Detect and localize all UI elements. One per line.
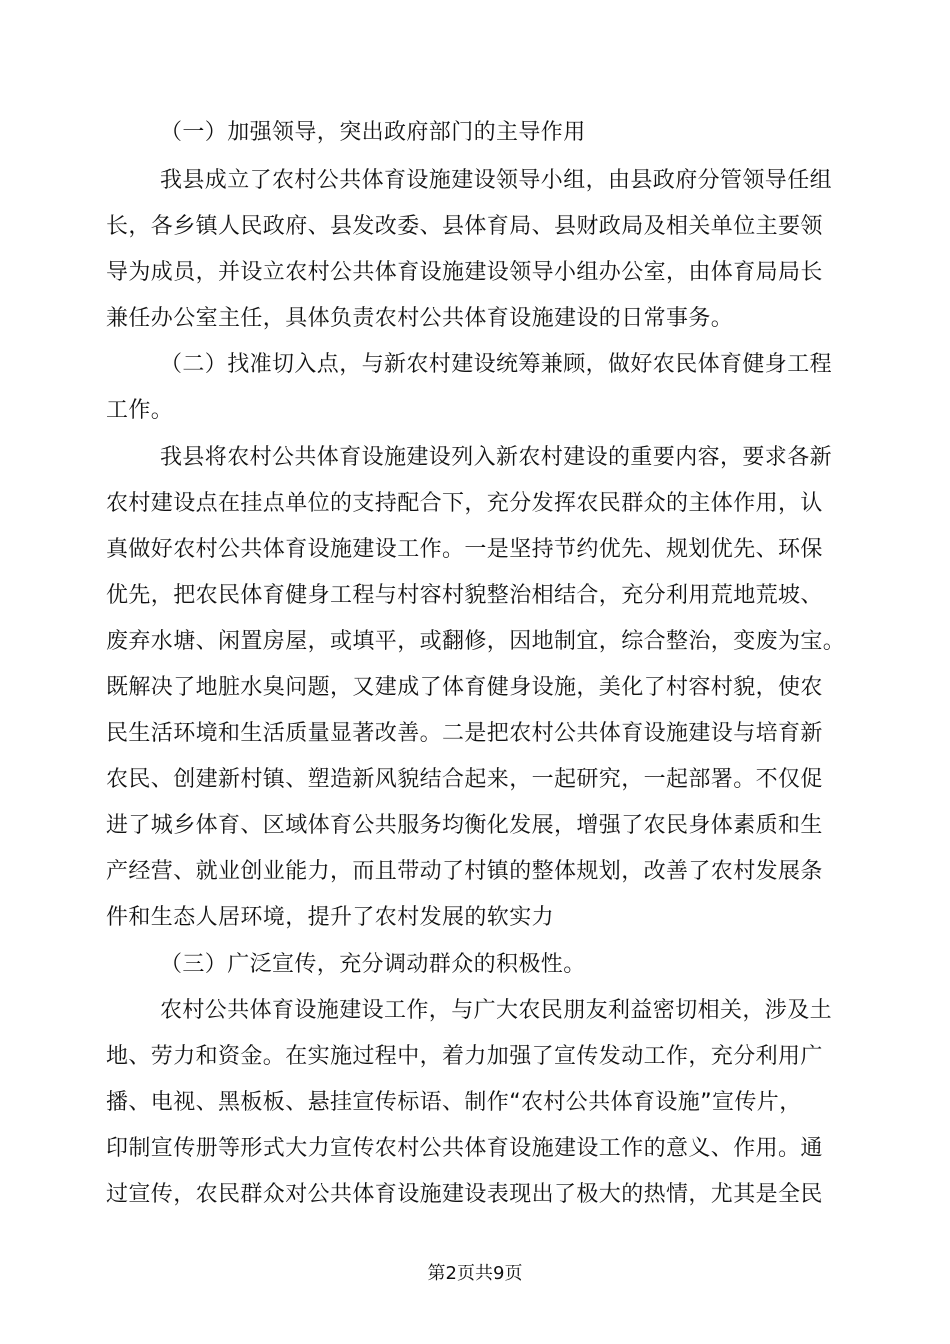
paragraph-line: 农村公共体育设施建设工作，与广大农民朋友利益密切相关，涉及土 — [160, 998, 833, 1023]
paragraph-line: 件和生态人居环境，提升了农村发展的软实力 — [106, 905, 555, 930]
page-number-footer: 第2页共9页 — [427, 1263, 523, 1284]
paragraph-line: 进了城乡体育、区域体育公共服务均衡化发展，增强了农民身体素质和生 — [106, 813, 823, 838]
paragraph-line: 产经营、就业创业能力，而且带动了村镇的整体规划，改善了农村发展条 — [106, 859, 823, 884]
paragraph-line: 农村建设点在挂点单位的支持配合下，充分发挥农民群众的主体作用，认 — [106, 491, 823, 516]
paragraph-line: 既解决了地脏水臭问题，又建成了体育健身设施，美化了村容村貌，使农 — [106, 675, 823, 700]
heading-2: （二）找准切入点，与新农村建设统筹兼顾，做好农民体育健身工程 — [160, 352, 833, 377]
paragraph-line: 废弃水塘、闲置房屋，或填平，或翻修，因地制宜，综合整治，变废为宝。 — [106, 629, 846, 654]
paragraph-line: 长，各乡镇人民政府、县发改委、县体育局、县财政局及相关单位主要领 — [106, 214, 823, 239]
paragraph-line: 优先，把农民体育健身工程与村容村貌整治相结合，充分利用荒地荒坡、 — [106, 583, 823, 608]
paragraph-line: 兼任办公室主任，具体负责农村公共体育设施建设的日常事务。 — [106, 306, 734, 331]
paragraph-line: 真做好农村公共体育设施建设工作。一是坚持节约优先、规划优先、环保 — [106, 537, 823, 562]
paragraph-line: 过宣传，农民群众对公共体育设施建设表现出了极大的热情，尤其是全民 — [106, 1182, 823, 1207]
paragraph-line: 我县将农村公共体育设施建设列入新农村建设的重要内容，要求各新 — [160, 445, 833, 470]
heading-1: （一）加强领导，突出政府部门的主导作用 — [160, 120, 586, 145]
paragraph-line: 我县成立了农村公共体育设施建设领导小组，由县政府分管领导任组 — [160, 168, 833, 193]
heading-2-continued: 工作。 — [106, 398, 174, 423]
paragraph-line: 农民、创建新村镇、塑造新风貌结合起来，一起研究，一起部署。不仅促 — [106, 767, 823, 792]
heading-3: （三）广泛宣传，充分调动群众的积极性。 — [160, 952, 586, 977]
paragraph-line: 地、劳力和资金。在实施过程中，着力加强了宣传发动工作，充分利用广 — [106, 1044, 823, 1069]
paragraph-line: 民生活环境和生活质量显著改善。二是把农村公共体育设施建设与培育新 — [106, 721, 823, 746]
paragraph-line: 印制宣传册等形式大力宣传农村公共体育设施建设工作的意义、作用。通 — [106, 1136, 823, 1161]
paragraph-line: 导为成员，并设立农村公共体育设施建设领导小组办公室，由体育局局长 — [106, 260, 823, 285]
paragraph-line: 播、电视、黑板板、悬挂宣传标语、制作“农村公共体育设施”宣传片， — [106, 1090, 802, 1115]
